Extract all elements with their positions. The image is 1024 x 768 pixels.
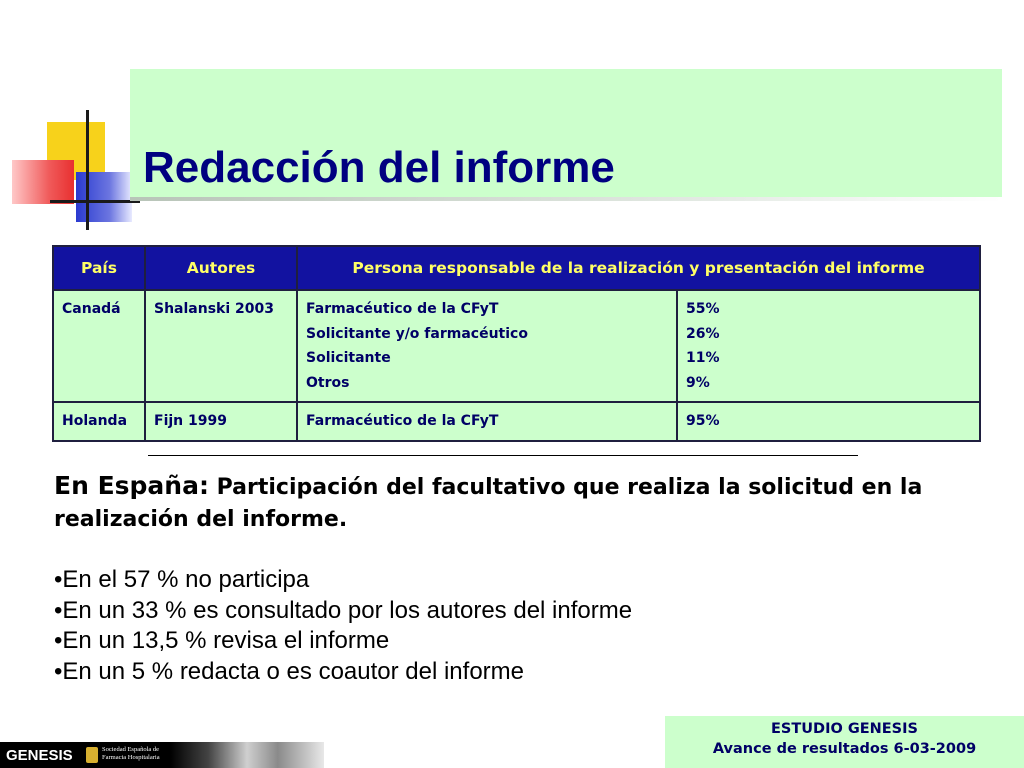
- decor-red-square: [12, 160, 74, 204]
- person-item: Solicitante: [306, 350, 391, 366]
- person-item: Otros: [306, 374, 350, 391]
- table-header-row: [53, 246, 980, 290]
- society-line-1: Sociedad Española de: [102, 746, 160, 753]
- decor-horizontal-line: [50, 200, 140, 203]
- cell-authors: Shalanski 2003: [145, 290, 297, 402]
- title-underline: [130, 197, 1002, 201]
- results-table: [52, 245, 981, 442]
- list-item: •En el 57 % no participa: [54, 566, 310, 593]
- table-row: [53, 290, 980, 402]
- table-row: [53, 402, 980, 441]
- page-title: Redacción del informe: [143, 143, 615, 192]
- percent-item: 11%: [686, 350, 720, 366]
- cell-persons: [297, 402, 677, 441]
- genesis-logo: GENESIS: [6, 747, 73, 764]
- spain-lead: En España:: [54, 471, 209, 500]
- footer-banner: [0, 742, 324, 768]
- decor-blue-square: [76, 172, 132, 222]
- society-line-2: Farmacia Hospitalaria: [102, 754, 160, 761]
- list-item: •En un 13,5 % revisa el informe: [54, 627, 390, 654]
- study-name: ESTUDIO GENESIS: [771, 721, 918, 737]
- header-responsible-person: Persona responsable de la realización y presentación del informe: [297, 246, 980, 290]
- cell-percents: [677, 290, 980, 402]
- footer-photo: [170, 742, 324, 768]
- spain-summary: [54, 470, 974, 536]
- percent-item: 26%: [686, 325, 720, 342]
- header-country: País: [53, 246, 145, 290]
- decor-vertical-line: [86, 110, 89, 230]
- list-item: •En un 5 % redacta o es coautor del informe: [54, 657, 525, 685]
- header-authors: Autores: [145, 246, 297, 290]
- study-date: Avance de resultados 6-03-2009: [712, 741, 977, 757]
- spain-text: Participación del facultativo que realiza la solicitud en la realización del informe.: [54, 475, 923, 532]
- percent-item: 95%: [686, 413, 720, 429]
- person-item: Solicitante y/o farmacéutico: [306, 325, 528, 342]
- section-divider: [148, 455, 858, 456]
- person-item: Farmacéutico de la CFyT: [306, 301, 499, 317]
- findings-list: [54, 565, 632, 687]
- society-name: [102, 746, 160, 762]
- society-seal-icon: [86, 747, 98, 763]
- list-item: •En un 33 % es consultado por los autores del informe: [54, 596, 633, 624]
- percent-item: 55%: [686, 301, 720, 317]
- cell-country: Holanda: [53, 402, 145, 441]
- cell-authors: Fijn 1999: [145, 402, 297, 441]
- cell-persons: [297, 290, 677, 402]
- cell-country: Canadá: [53, 290, 145, 402]
- person-item: Farmacéutico de la CFyT: [306, 413, 499, 429]
- study-box: [665, 716, 1024, 768]
- percent-item: 9%: [686, 374, 710, 391]
- cell-percents: [677, 402, 980, 441]
